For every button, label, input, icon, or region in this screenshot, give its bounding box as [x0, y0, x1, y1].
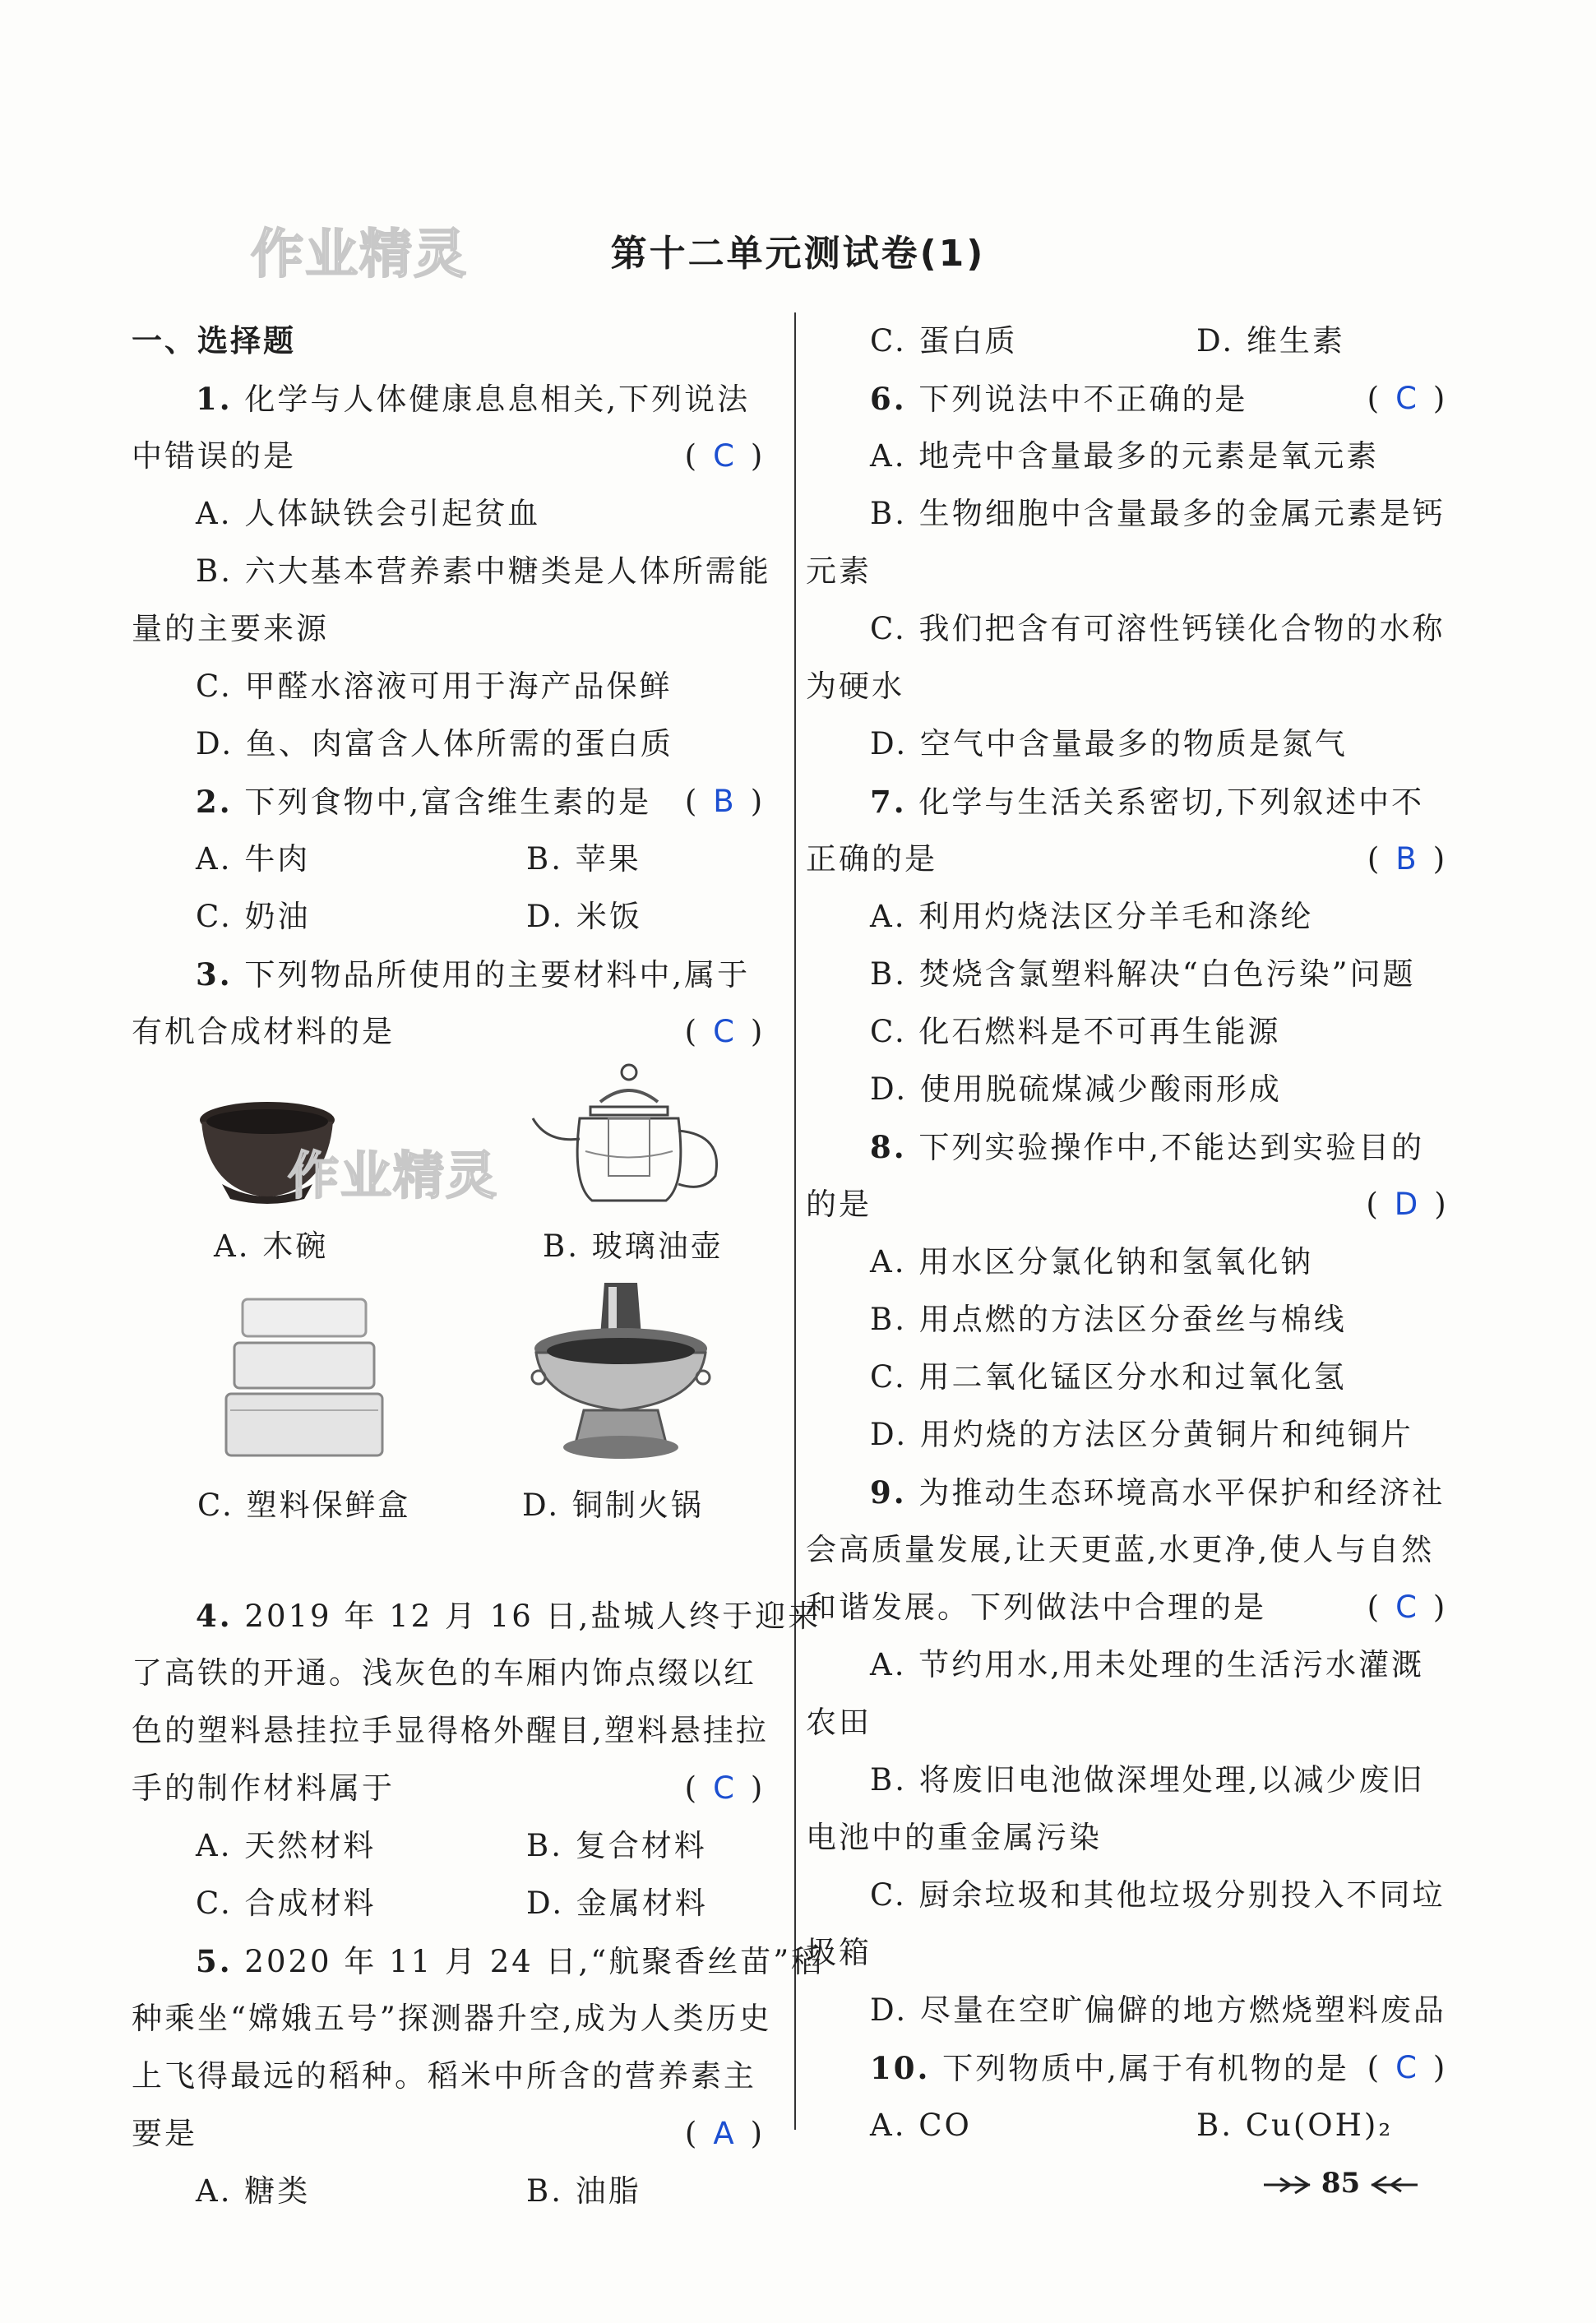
text-line [806, 1118, 1455, 1176]
text-line [806, 1809, 1455, 1867]
figure-caption-d: D. 铜制火锅 [522, 1488, 704, 1523]
line-text: D. 尽量在空旷偏僻的地方燃烧塑料废品 [870, 1992, 1446, 2028]
text-line [132, 1932, 825, 1990]
section-heading: 一、选择题 [132, 323, 296, 359]
answer-bracket: ( B ) [684, 784, 763, 819]
line-text: 手的制作材料属于 [132, 1770, 395, 1806]
answer-bracket: ( C ) [1367, 381, 1446, 416]
question-number: 8. [870, 1129, 907, 1165]
line-text: 了高铁的开通。浅灰色的车厢内饰点缀以红 [132, 1655, 756, 1691]
line-text: D. 空气中含量最多的物质是氮气 [870, 726, 1348, 761]
line-text: 农田 [806, 1705, 872, 1740]
line-text: 量的主要来源 [132, 611, 329, 646]
answer-letter: A [713, 2116, 734, 2151]
line-text: A. 用水区分氯化钠和氢氧化钠 [870, 1244, 1314, 1280]
line-text: C. 化石燃料是不可再生能源 [870, 1014, 1281, 1049]
watermark-figure: 作业精灵 [288, 1145, 499, 1205]
text-line [806, 2097, 1455, 2154]
line-text: D. 用灼烧的方法区分黄铜片和纯铜片 [870, 1417, 1413, 1452]
text-line [132, 1760, 773, 1817]
answer-bracket: ( A ) [684, 2116, 763, 2151]
answer-letter: C [713, 438, 734, 474]
line-text: B. 用点燃的方法区分蚕丝与棉线 [870, 1302, 1347, 1337]
page-number: 85 [1321, 2167, 1361, 2200]
line-text: 要是 [132, 2116, 197, 2151]
text-line [806, 1291, 1455, 1349]
line-text: A. 节约用水,用未处理的生活污水灌溉 [870, 1647, 1425, 1682]
line-text: C. 用二氧化锰区分水和过氧化氢 [870, 1359, 1347, 1395]
text-line [806, 485, 1455, 543]
line-text: 下列食物中,富含维生素的是 [244, 784, 652, 820]
text-line [132, 543, 773, 600]
column-divider [794, 312, 796, 2130]
line-text: A. 利用灼烧法区分羊毛和涤纶 [870, 899, 1314, 934]
text-line [806, 1694, 1455, 1752]
answer-bracket: ( C ) [684, 1014, 763, 1049]
line-text: 为硬水 [806, 669, 904, 704]
question-number: 1. [196, 381, 233, 417]
line-text: 下列物质中,属于有机物的是 [942, 2051, 1349, 2086]
text-line [132, 485, 773, 543]
figure-grid [132, 1061, 773, 1587]
page-number-footer [1262, 2167, 1419, 2200]
line-text: 元素 [806, 553, 872, 589]
left-questions-2 [132, 1587, 825, 2220]
question-number: 4. [196, 1598, 233, 1634]
line-text: 2019 年 12 月 16 日,盐城人终于迎来 [244, 1599, 821, 1634]
line-text: 下列实验操作中,不能达到实验目的 [918, 1130, 1425, 1165]
text-line [806, 1924, 1455, 1982]
text-line [806, 1867, 1455, 1924]
line-text: C. 蛋白质 [870, 323, 1018, 359]
question-number: 5. [196, 1943, 233, 1979]
text-line [132, 370, 773, 428]
answer-letter: C [1395, 2050, 1417, 2085]
line-text: B. 六大基本营养素中糖类是人体所需能 [196, 553, 771, 589]
text-line [806, 370, 1455, 428]
ornament-left-icon [1262, 2173, 1311, 2197]
line-text: 上飞得最远的稻种。稻米中所含的营养素主 [132, 2058, 756, 2094]
answer-letter: B [1395, 841, 1417, 877]
answer-bracket: ( C ) [684, 438, 763, 474]
line-text: 圾箱 [806, 1935, 872, 1970]
text-line [132, 715, 773, 773]
text-line [806, 658, 1455, 715]
answer-bracket: ( C ) [1367, 2050, 1446, 2085]
text-line [806, 1982, 1455, 2039]
line-text: B. 生物细胞中含量最多的金属元素是钙 [870, 496, 1446, 531]
text-line [806, 543, 1455, 600]
text-line [132, 600, 773, 658]
line-text: C. 奶油 [196, 899, 311, 934]
line-text: 2020 年 11 月 24 日,“航聚香丝苗”稻 [244, 1944, 825, 1979]
question-number: 2. [196, 784, 233, 820]
answer-bracket: ( C ) [684, 1770, 763, 1806]
text-line [806, 773, 1455, 831]
text-line [132, 946, 773, 1003]
text-line [806, 1176, 1455, 1233]
answer-letter: C [713, 1770, 734, 1806]
line-text: 种乘坐“嫦娥五号”探测器升空,成为人类历史 [132, 2001, 772, 2036]
text-line [806, 1752, 1455, 1809]
line-text: 正确的是 [806, 841, 937, 877]
text-line [132, 773, 773, 831]
text-line [806, 715, 1455, 773]
text-line [132, 2048, 773, 2105]
line-text: 电池中的重金属污染 [806, 1820, 1102, 1855]
answer-letter: B [713, 784, 734, 819]
line-text: 和谐发展。下列做法中合理的是 [806, 1590, 1266, 1625]
text-line [806, 1406, 1455, 1464]
text-line [132, 1875, 773, 1932]
line-text: 下列物品所使用的主要材料中,属于 [244, 957, 751, 993]
line-text: A. 天然材料 [196, 1828, 377, 1863]
text-line [806, 1464, 1455, 1521]
left-column [132, 312, 825, 2220]
line-text: 的是 [806, 1187, 872, 1222]
option-second: B. 复合材料 [526, 1828, 707, 1863]
line-text: 色的塑料悬挂拉手显得格外醒目,塑料悬挂拉 [132, 1713, 769, 1748]
watermark: 作业精灵 [251, 224, 468, 285]
right-column [806, 312, 1455, 2154]
text-line [806, 600, 1455, 658]
left-questions-1 [132, 370, 773, 1061]
question-number: 10. [870, 2050, 931, 2086]
text-line [806, 1061, 1455, 1118]
line-text: A. 人体缺铁会引起贫血 [196, 496, 541, 531]
text-line [806, 1349, 1455, 1406]
answer-letter: D [1394, 1187, 1418, 1222]
text-line [132, 2105, 773, 2163]
text-line [806, 946, 1455, 1003]
figure-caption-a: A. 木碗 [214, 1229, 329, 1264]
text-line [132, 1003, 773, 1061]
line-text: 化学与生活关系密切,下列叙述中不 [918, 784, 1425, 820]
figure-caption-b: B. 玻璃油壶 [543, 1229, 724, 1264]
figure-caption-c: C. 塑料保鲜盒 [197, 1488, 411, 1523]
answer-letter: C [713, 1014, 734, 1049]
question-number: 7. [870, 784, 907, 820]
line-text: 有机合成材料的是 [132, 1014, 395, 1049]
line-text: 为推动生态环境高水平保护和经济社 [918, 1475, 1446, 1511]
line-text: 化学与人体健康息息相关,下列说法 [244, 382, 751, 417]
line-text: D. 鱼、肉富含人体所需的蛋白质 [196, 726, 673, 761]
text-line [806, 1003, 1455, 1061]
option-second: D. 米饭 [526, 899, 642, 934]
text-line [806, 831, 1455, 888]
line-text: C. 我们把含有可溶性钙镁化合物的水称 [870, 611, 1446, 646]
answer-letter: C [1395, 1590, 1417, 1625]
text-line [132, 1702, 773, 1760]
option-second: B. Cu(OH)₂ [1196, 2108, 1394, 2143]
answer-bracket: ( B ) [1367, 841, 1446, 877]
line-text: 会高质量发展,让天更蓝,水更净,使人与自然 [806, 1532, 1435, 1567]
answer-bracket: ( D ) [1366, 1187, 1446, 1222]
plastic-box-image [222, 1295, 386, 1468]
line-text: 下列说法中不正确的是 [918, 382, 1248, 417]
option-second: D. 维生素 [1196, 323, 1345, 359]
right-questions [806, 312, 1455, 2154]
text-line [132, 1645, 773, 1702]
line-text: B. 焚烧含氯塑料解决“白色污染”问题 [870, 956, 1416, 992]
option-second: D. 金属材料 [526, 1886, 708, 1921]
text-line [132, 428, 773, 485]
text-line [806, 888, 1455, 946]
line-text: A. 糖类 [196, 2173, 311, 2209]
question-number: 6. [870, 381, 907, 417]
text-line [132, 2163, 773, 2220]
line-text: D. 使用脱硫煤减少酸雨形成 [870, 1071, 1282, 1107]
line-text: C. 厨余垃圾和其他垃圾分别投入不同垃 [870, 1877, 1446, 1913]
line-text: B. 将废旧电池做深埋处理,以减少废旧 [870, 1762, 1425, 1798]
ornament-right-icon [1370, 2173, 1419, 2197]
text-line [806, 1579, 1455, 1636]
line-text: 中错误的是 [132, 438, 296, 474]
line-text: A. 地壳中含量最多的元素是氧元素 [870, 438, 1380, 474]
glass-teapot-image [526, 1061, 732, 1217]
option-second: B. 油脂 [526, 2173, 641, 2209]
line-text: A. CO [870, 2108, 972, 2143]
text-line [806, 1636, 1455, 1694]
text-line [132, 1817, 773, 1875]
answer-bracket: ( C ) [1367, 1590, 1446, 1625]
text-line [132, 1990, 773, 2048]
question-number: 3. [196, 956, 233, 993]
answer-letter: C [1395, 381, 1417, 416]
text-line [132, 658, 773, 715]
text-line [806, 2039, 1455, 2097]
question-number: 9. [870, 1474, 907, 1511]
copper-hotpot-image [526, 1279, 715, 1468]
page-title: 第十二单元测试卷(1) [610, 233, 986, 275]
text-line [806, 1233, 1455, 1291]
line-text: C. 合成材料 [196, 1886, 377, 1921]
line-text: A. 牛肉 [196, 841, 311, 877]
text-line [806, 1521, 1455, 1579]
text-line [132, 888, 773, 946]
text-line [132, 1587, 821, 1645]
text-line [132, 831, 773, 888]
line-text: C. 甲醛水溶液可用于海产品保鲜 [196, 669, 673, 704]
text-line [806, 428, 1455, 485]
text-line [806, 312, 1455, 370]
option-second: B. 苹果 [526, 841, 641, 877]
